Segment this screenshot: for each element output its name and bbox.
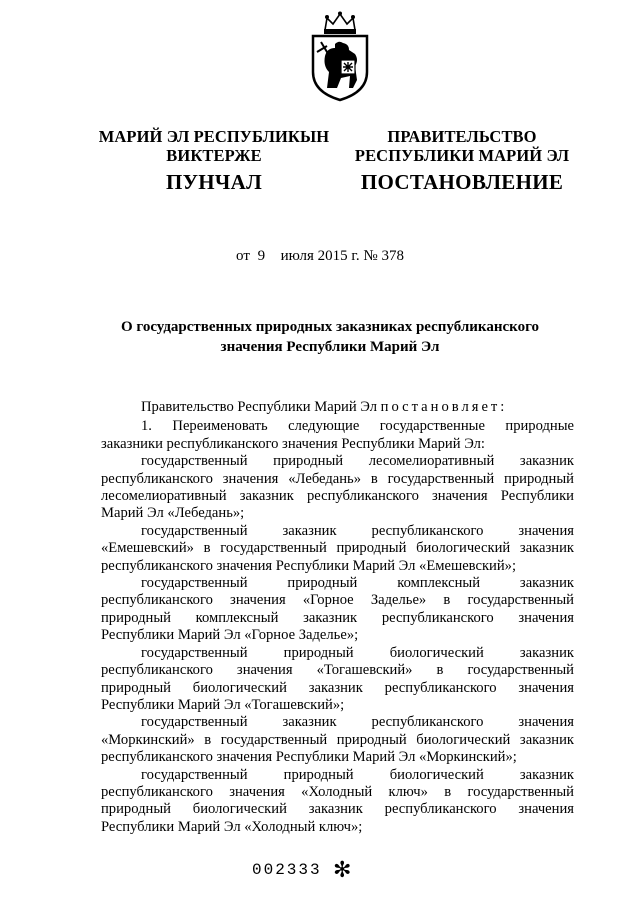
body-line: «Емешевский» в государственный природный биологический заказник [101,540,574,557]
header-left-doc-type: ПУНЧАЛ [165,170,263,194]
document-title [100,317,560,357]
body-line: государственный природный комплексный заказник [141,575,574,592]
document-date [0,248,640,265]
body-line: республиканского значения «Лебедань» в государственный природный [101,470,574,487]
body-line: Республики Марий Эл «Холодный ключ»; [101,818,363,835]
body-line: природный биологический заказник республиканского значения [101,679,574,696]
body-line: государственный заказник республиканского значения [141,714,574,731]
body-line: Республики Марий Эл «Тогашевский»; [101,696,345,713]
body-line: республиканского значения Республики Марий Эл «Емешевский»; [101,557,517,574]
header-left-line1: МАРИЙ ЭЛ РЕСПУБЛИКЫН [98,127,330,146]
coat-of-arms-icon [305,10,375,102]
date-prefix: от [236,248,250,264]
header-right-line1: ПРАВИТЕЛЬСТВО [387,127,537,146]
body-line: «Моркинский» в государственный природный биологический заказник [101,731,574,748]
date-rest: июля 2015 г. № [280,248,378,264]
date-day: 9 [257,248,266,264]
intro-text: Правительство Республики Марий Эл [141,399,378,415]
body-line: лесомелиоративный заказник республиканского значения Республики [101,488,574,505]
body-line: заказники республиканского значения Республики Марий Эл: [101,435,485,452]
intro-verb: постановляет: [380,399,508,415]
body-intro [101,399,574,416]
document-number: 378 [381,248,404,264]
body-line: природный биологический заказник республиканского значения [101,801,574,818]
body-line: государственный природный лесомелиоративный заказник [141,453,574,470]
header-right [352,127,572,192]
body-line: Республики Марий Эл «Горное Заделье»; [101,627,359,644]
body-line: природный комплексный заказник республиканского значения [101,609,574,626]
body-line: государственный природный биологический заказник [141,644,574,661]
body-line: Марий Эл «Лебедань»; [101,505,245,522]
title-line2: значения Республики Марий Эл [220,339,440,355]
title-line1: О государственных природных заказниках республиканского [120,319,540,335]
body-line: государственный заказник республиканского значения [141,522,574,539]
body-line: республиканского значения «Холодный ключ» в государственный [101,783,574,800]
body-line: республиканского значения Республики Марий Эл «Моркинский»; [101,749,517,766]
body-line: республиканского значения «Тогашевский» в государственный [101,662,574,679]
document-body [101,399,574,836]
body-line: 1. Переименовать следующие государственные природные [141,418,574,435]
footer-mark: ✻ [333,858,352,883]
header-left-line2: ВИКТЕРЖЕ [166,146,262,165]
body-line: государственный природный биологический заказник [141,766,574,783]
body-line: республиканского значения «Горное Заделье» в государственный [101,592,574,609]
header-right-line2: РЕСПУБЛИКИ МАРИЙ ЭЛ [354,146,570,165]
serial-number: 002333 [252,861,322,879]
header-right-doc-type: ПОСТАНОВЛЕНИЕ [360,170,564,194]
header-left [96,127,332,192]
